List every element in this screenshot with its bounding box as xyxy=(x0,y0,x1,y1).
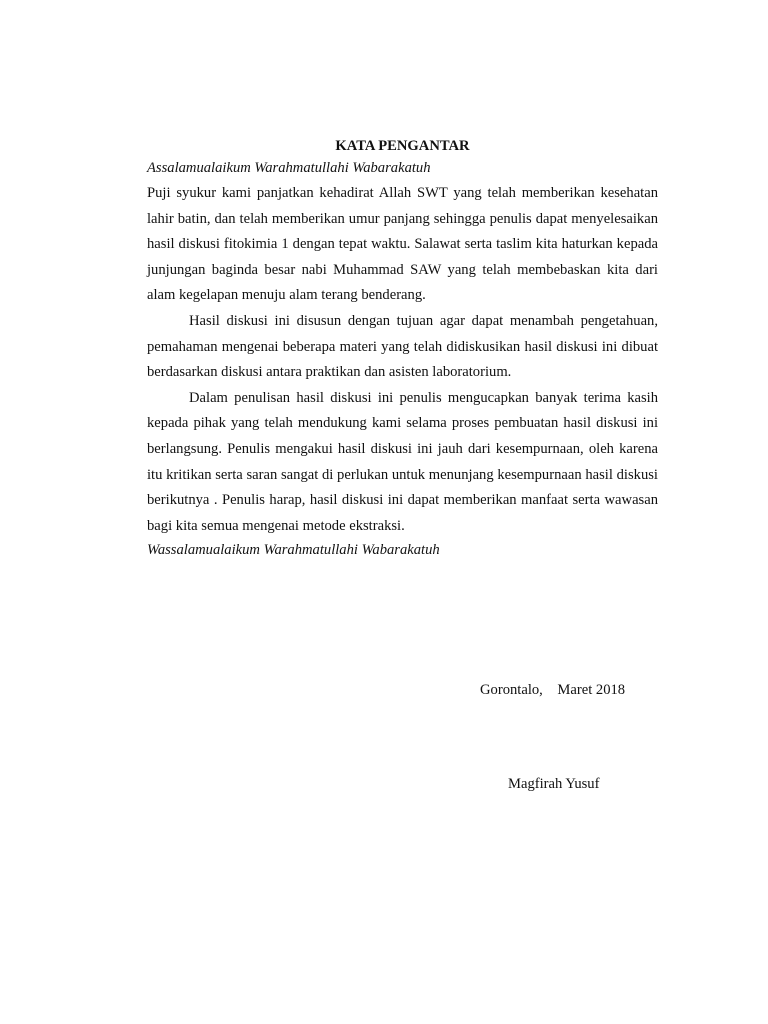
paragraph-2: Hasil diskusi ini disusun dengan tujuan agar dapat menambah pengetahuan, pemahaman mengenai beberapa materi yang telah didiskusikan hasil diskusi ini dibuat berdasarkan diskusi antara praktikan dan asisten laboratorium. xyxy=(147,312,658,381)
closing-greeting: Wassalamualaikum Warahmatullahi Wabarakatuh xyxy=(147,542,440,559)
place-and-date: Gorontalo, Maret 2018 xyxy=(480,682,626,698)
paragraph-3: Dalam penulisan hasil diskusi ini penulis mengucapkan banyak terima kasih kepada pihak yang telah mendukung kami selama proses pembuatan hasil diskusi ini berlangsung. Penulis mengakui hasil diskusi ini jauh dari kesempurnaan, oleh karena itu kritikan serta saran sangat di perlukan untuk menunjang kesempurnaan hasil diskusi berikutnya . Penulis harap, hasil diskusi ini dapat memberikan manfaat serta wawasan bagi kita semua mengenai metode ekstraksi. xyxy=(147,389,658,534)
document-body xyxy=(147,136,658,561)
document-title: KATA PENGANTAR xyxy=(335,138,470,154)
paragraph-1: Puji syukur kami panjatkan kehadirat Allah SWT yang telah memberikan kesehatan lahir batin, dan telah memberikan umur panjang sehingga penulis dapat menyelesaikan hasil diskusi fitokimia 1 dengan tepat waktu. Salawat serta taslim kita haturkan kepada junjungan baginda besar nabi Muhammad SAW yang telah membebaskan kita dari alam kegelapan menuju alam terang benderang. xyxy=(147,185,658,304)
signer-name: Magfirah Yusuf xyxy=(508,776,600,792)
opening-greeting: Assalamualaikum Warahmatullahi Wabarakatuh xyxy=(147,160,431,176)
